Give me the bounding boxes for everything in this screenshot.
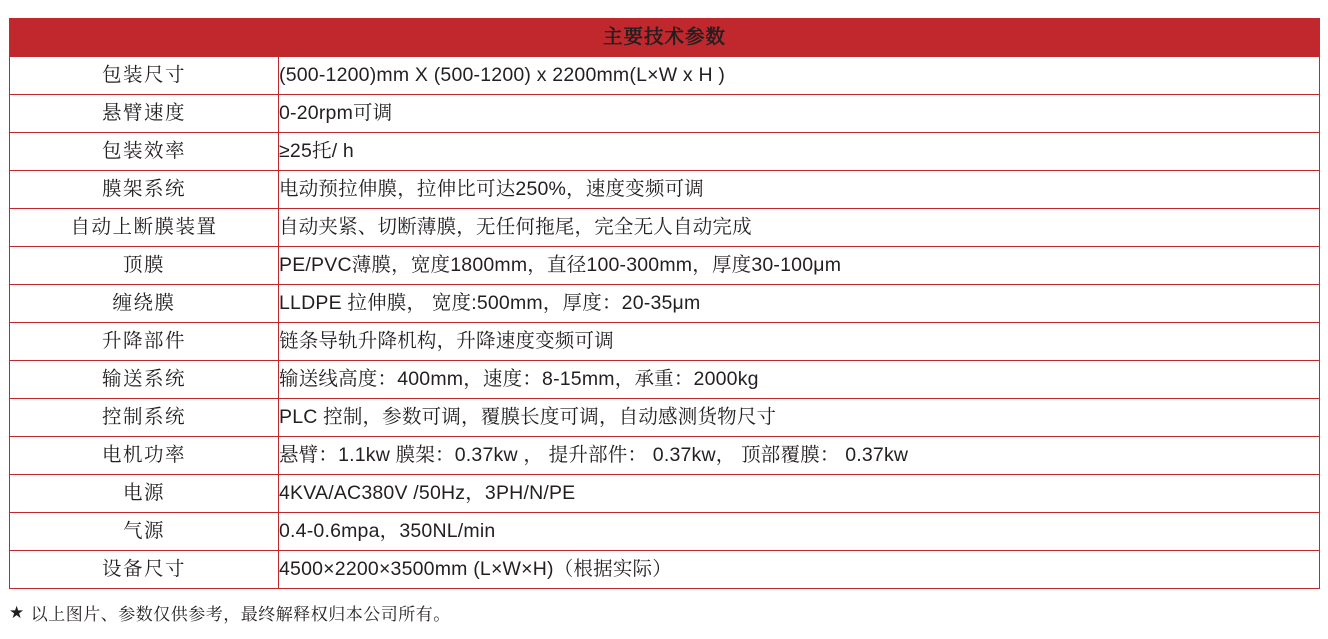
row-label: 电机功率 bbox=[10, 437, 279, 475]
table-row bbox=[10, 475, 1320, 513]
row-value: 电动预拉伸膜，拉伸比可达250%，速度变频可调 bbox=[279, 171, 1320, 209]
table-row bbox=[10, 361, 1320, 399]
table-title-row bbox=[10, 19, 1320, 57]
table-row bbox=[10, 437, 1320, 475]
row-value: 输送线高度：400mm，速度：8-15mm，承重：2000kg bbox=[279, 361, 1320, 399]
table-title: 主要技术参数 bbox=[10, 19, 1320, 57]
table-row bbox=[10, 209, 1320, 247]
row-value: 4500×2200×3500mm (L×W×H)（根据实际） bbox=[279, 551, 1320, 589]
spec-sheet bbox=[0, 18, 1328, 639]
table-row bbox=[10, 285, 1320, 323]
star-icon: ★ bbox=[9, 603, 25, 622]
row-label: 电源 bbox=[10, 475, 279, 513]
table-row bbox=[10, 323, 1320, 361]
row-label: 控制系统 bbox=[10, 399, 279, 437]
table-row bbox=[10, 57, 1320, 95]
row-label: 顶膜 bbox=[10, 247, 279, 285]
row-label: 自动上断膜装置 bbox=[10, 209, 279, 247]
footnote bbox=[9, 600, 451, 625]
row-label: 气源 bbox=[10, 513, 279, 551]
footnote-text: 以上图片、参数仅供参考，最终解释权归本公司所有。 bbox=[30, 605, 451, 624]
row-value: 悬臂：1.1kw 膜架：0.37kw ， 提升部件： 0.37kw， 顶部覆膜： 0.37kw bbox=[279, 437, 1320, 475]
row-value: PE/PVC薄膜，宽度1800mm，直径100-300mm，厚度30-100μm bbox=[279, 247, 1320, 285]
row-value: LLDPE 拉伸膜， 宽度:500mm，厚度：20-35μm bbox=[279, 285, 1320, 323]
table-row bbox=[10, 247, 1320, 285]
table-row bbox=[10, 95, 1320, 133]
table-body bbox=[10, 19, 1320, 589]
table-row bbox=[10, 513, 1320, 551]
row-label: 包装尺寸 bbox=[10, 57, 279, 95]
row-label: 悬臂速度 bbox=[10, 95, 279, 133]
table-row bbox=[10, 133, 1320, 171]
row-value: 链条导轨升降机构，升降速度变频可调 bbox=[279, 323, 1320, 361]
row-value: 4KVA/AC380V /50Hz，3PH/N/PE bbox=[279, 475, 1320, 513]
table-row bbox=[10, 551, 1320, 589]
row-value: (500-1200)mm X (500-1200) x 2200mm(L×W x H ) bbox=[279, 57, 1320, 95]
row-value: PLC 控制，参数可调，覆膜长度可调，自动感测货物尺寸 bbox=[279, 399, 1320, 437]
row-label: 膜架系统 bbox=[10, 171, 279, 209]
row-value: 0-20rpm可调 bbox=[279, 95, 1320, 133]
table-row bbox=[10, 171, 1320, 209]
row-label: 输送系统 bbox=[10, 361, 279, 399]
row-label: 缠绕膜 bbox=[10, 285, 279, 323]
row-value: ≥25托/ h bbox=[279, 133, 1320, 171]
technical-parameters-table bbox=[9, 18, 1320, 589]
row-label: 升降部件 bbox=[10, 323, 279, 361]
row-value: 0.4-0.6mpa，350NL/min bbox=[279, 513, 1320, 551]
row-label: 设备尺寸 bbox=[10, 551, 279, 589]
table-row bbox=[10, 399, 1320, 437]
row-value: 自动夹紧、切断薄膜，无任何拖尾，完全无人自动完成 bbox=[279, 209, 1320, 247]
row-label: 包装效率 bbox=[10, 133, 279, 171]
